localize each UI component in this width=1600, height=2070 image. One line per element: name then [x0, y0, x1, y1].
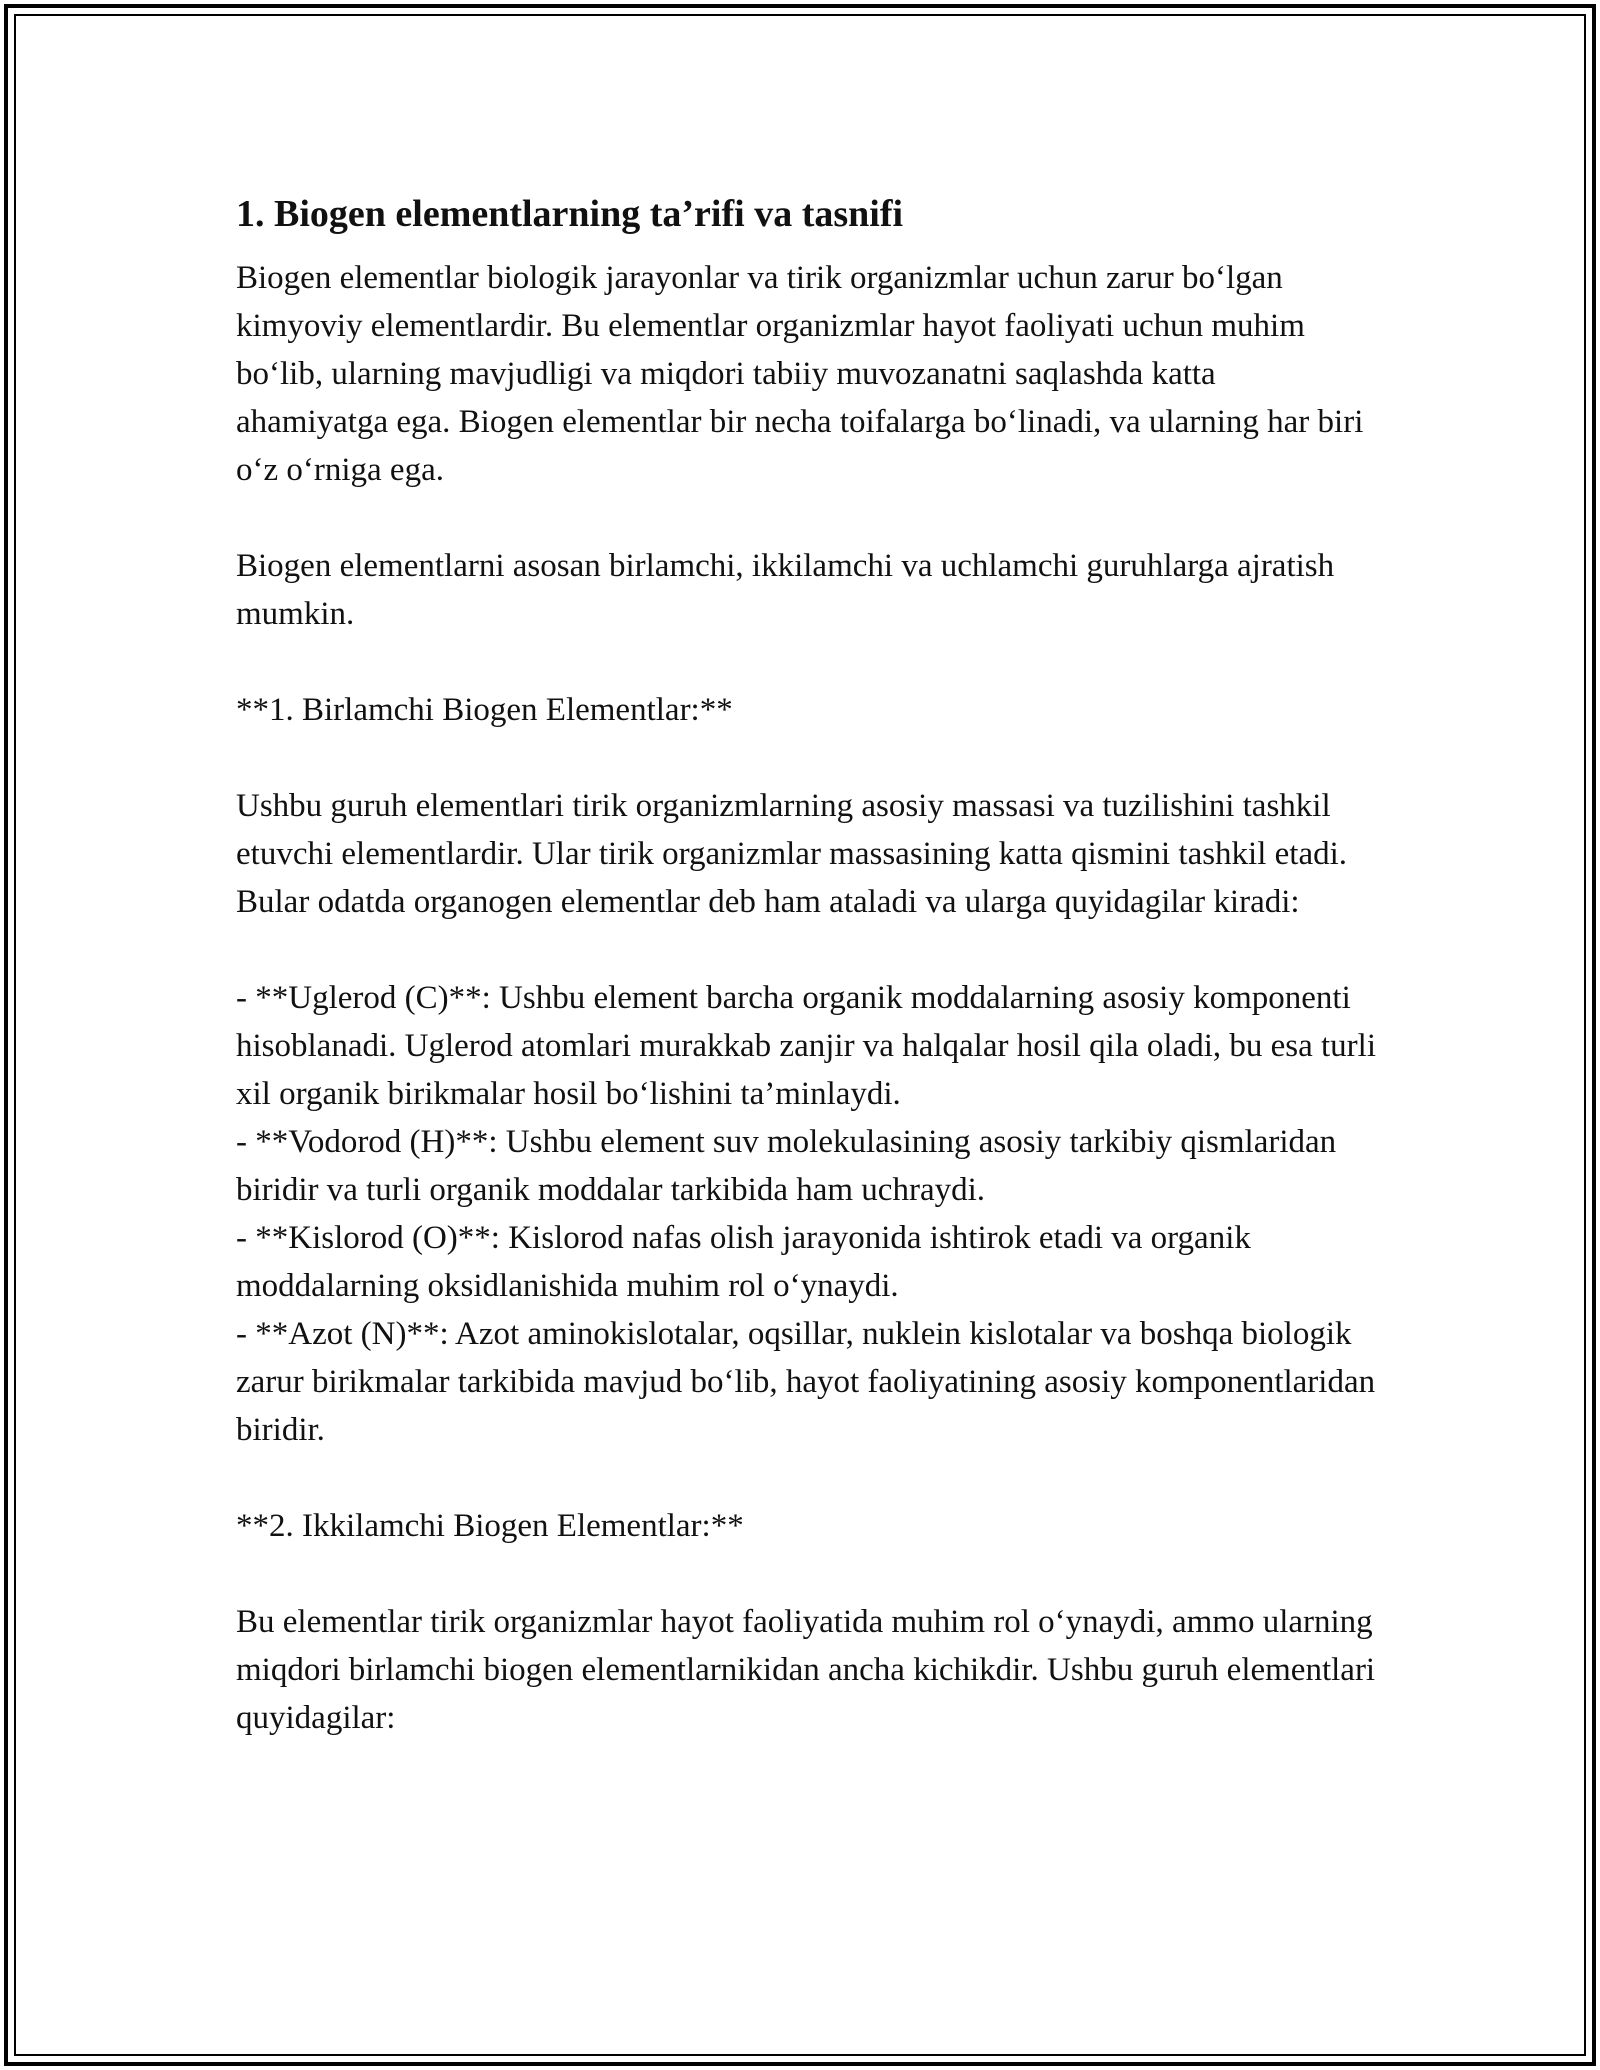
section1-intro: Ushbu guruh elementlari tirik organizmlarning asosiy massasi va tuzilishini tashkil etuvchi elementlardir. Ular tirik organizmlar massasining katta qismini tashkil etadi. Bular odatda organogen elementlar deb ham ataladi va ularga quyidagilar kiradi: — [236, 788, 1356, 920]
paragraph-gap — [236, 638, 1376, 686]
intro-paragraph: Biogen elementlar biologik jarayonlar va tirik organizmlar uchun zarur bo‘lgan kimyoviy elementlardir. Bu elementlar organizmlar hayot faoliyati uchun muhim bo‘lib, ularning mavjudligi va miqdori tabiiy muvozanatni saqlashda katta ahamiyatga ega. Biogen elementlar bir necha toifalarga bo‘linadi, va ularning har biri o‘z o‘rniga ega. — [236, 260, 1372, 488]
paragraph-gap — [236, 926, 1376, 974]
document-body — [236, 186, 1385, 1742]
classification-paragraph: Biogen elementlarni asosan birlamchi, ikkilamchi va uchlamchi guruhlarga ajratish mumkin. — [236, 548, 1343, 632]
paragraph-gap — [236, 1550, 1376, 1598]
section2-title: **2. Ikkilamchi Biogen Elementlar:** — [236, 1508, 744, 1544]
paragraph-gap — [236, 494, 1376, 542]
paragraph-gap — [236, 734, 1376, 782]
list-item-hydrogen: - **Vodorod (H)**: Ushbu element suv molekulasining asosiy tarkibiy qismlaridan biridir va turli organik moddalar tarkibida ham uchraydi. — [236, 1124, 1345, 1208]
section1-title: **1. Birlamchi Biogen Elementlar:** — [236, 692, 733, 728]
paragraph-gap — [236, 1454, 1376, 1502]
section-heading: 1. Biogen elementlarning ta’rifi va tasnifi — [236, 193, 904, 235]
section2-intro: Bu elementlar tirik organizmlar hayot faoliyatida muhim rol o‘ynaydi, ammo ularning miqdori birlamchi biogen elementlarnikidan ancha kichikdir. Ushbu guruh elementlari quyidagilar: — [236, 1604, 1384, 1736]
list-item-carbon: - **Uglerod (C)**: Ushbu element barcha organik moddalarning asosiy komponenti hisoblanadi. Uglerod atomlari murakkab zanjir va halqalar hosil qila oladi, bu esa turli xil organik birikmalar hosil bo‘lishini ta’minlaydi. — [236, 980, 1385, 1112]
list-item-nitrogen: - **Azot (N)**: Azot aminokislotalar, oqsillar, nuklein kislotalar va boshqa biologik zarur birikmalar tarkibida mavjud bo‘lib, hayot faoliyatining asosiy komponentlaridan biridir. — [236, 1316, 1384, 1448]
list-item-oxygen: - **Kislorod (O)**: Kislorod nafas olish jarayonida ishtirok etadi va organik moddalarning oksidlanishida muhim rol o‘ynaydi. — [236, 1220, 1260, 1304]
